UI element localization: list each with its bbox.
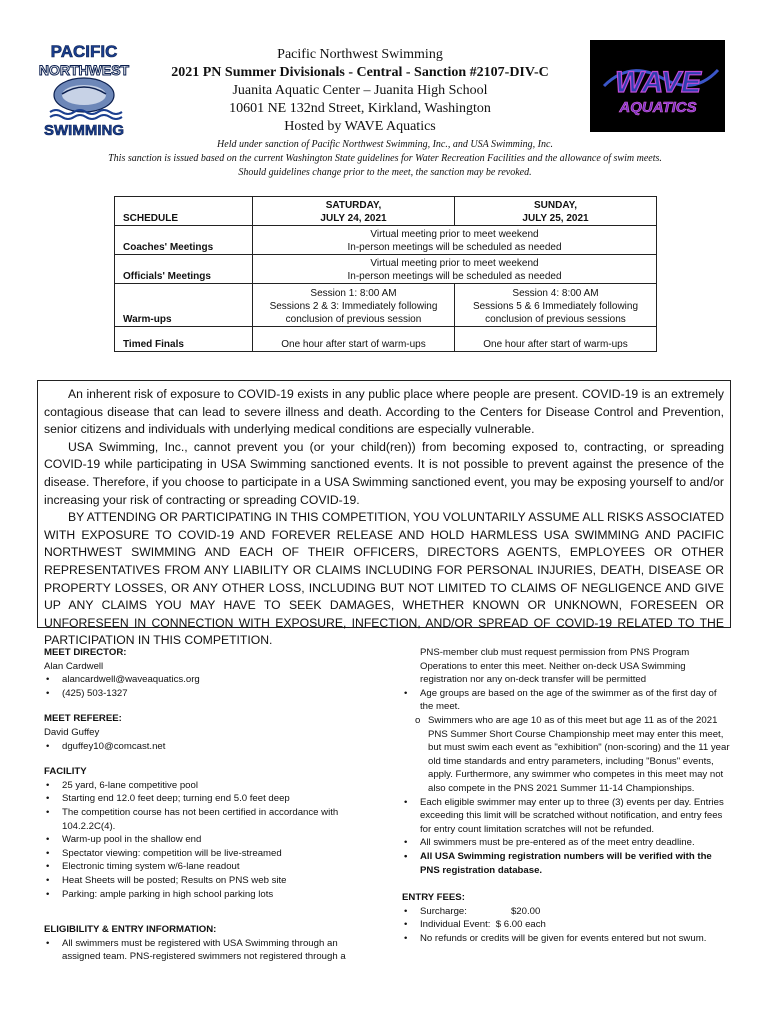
list-item: • Heat Sheets will be posted; Results on PNS web site <box>44 874 374 888</box>
day-header: SUNDAY, JULY 25, 2021 <box>455 197 657 226</box>
sub-list <box>402 714 732 796</box>
facility-list <box>44 779 374 901</box>
table-row <box>115 197 657 226</box>
row-label: Officials' Meetings <box>115 255 253 284</box>
covid-paragraph: An inherent risk of exposure to COVID-19 exists in any public place where people are present. COVID-19 is an extremely contagious disease that can lead to severe illness and death. According to the Centers for Disease Control and Prevention, senior citizens and individuals with underlying medical conditions are especially vulnerable. <box>44 387 724 437</box>
sanction-line: Should guidelines change prior to the meet, the sanction may be revoked. <box>238 167 532 178</box>
table-cell: Virtual meeting prior to meet weekend In-person meetings will be scheduled as needed <box>253 255 657 284</box>
entry-fees-list <box>402 905 732 946</box>
covid-paragraph: USA Swimming, Inc., cannot prevent you (or your child(ren)) from becoming exposed to, contracting, or spreading COVID-19 while participating in USA Swimming sanctioned events. It is not possible to prevent against the presence of the disease. Therefore, if you choose to participate in a USA Swimming sanctioned event, you may be exposing yourself to and/or increasing your risk of contracting or spreading COVID-19. <box>44 439 724 507</box>
list-item: • Electronic timing system w/6-lane readout <box>44 860 374 874</box>
day-header: SATURDAY, JULY 24, 2021 <box>253 197 455 226</box>
list-item: • All swimmers must be pre-entered as of the meet entry deadline. <box>402 836 732 850</box>
host: Hosted by WAVE Aquatics <box>284 119 436 134</box>
table-cell: Virtual meeting prior to meet weekend In-person meetings will be scheduled as needed <box>253 226 657 255</box>
table-cell: One hour after start of warm-ups <box>253 327 455 352</box>
covid-waiver-box <box>37 380 731 648</box>
director-contacts <box>44 673 374 700</box>
venue: Juanita Aquatic Center – Juanita High School <box>232 83 488 98</box>
list-item: • All USA Swimming registration numbers will be verified with the PNS registration database. <box>402 850 732 877</box>
list-item: • Individual Event: $ 6.00 each <box>402 918 732 932</box>
svg-text:AQUATICS: AQUATICS <box>619 99 697 116</box>
pns-logo <box>38 40 130 144</box>
row-label: Timed Finals <box>115 327 253 352</box>
svg-text:SWIMMING: SWIMMING <box>44 122 124 139</box>
table-cell: Session 4: 8:00 AM Sessions 5 & 6 Immediately following conclusion of previous sessions <box>455 284 657 327</box>
meet-title: 2021 PN Summer Divisionals - Central - Sanction #2107-DIV-C <box>171 65 549 80</box>
right-column <box>402 646 732 945</box>
wave-aquatics-logo <box>590 40 725 132</box>
list-item: • All swimmers must be registered with USA Swimming through an assigned team. PNS-registered swimmers not registered through a <box>44 937 374 964</box>
sanction-line: Held under sanction of Pacific Northwest Swimming, Inc., and USA Swimming, Inc. <box>217 139 553 150</box>
list-item: • Starting end 12.0 feet deep; turning end 5.0 feet deep <box>44 792 374 806</box>
sanction-line: This sanction is issued based on the current Washington State guidelines for Water Recreation Facilities and the allowance of swim meets. <box>108 153 662 164</box>
svg-text:NORTHWEST: NORTHWEST <box>38 62 130 78</box>
schedule-label: SCHEDULE <box>115 197 253 226</box>
list-item: • Each eligible swimmer may enter up to three (3) events per day. Entries exceeding this limit will be scratched without notification, and entry fees for entry count limitation scratches will not be refunded. <box>402 796 732 837</box>
list-item: • Spectator viewing: competition will be live-streamed <box>44 847 374 861</box>
schedule-table <box>114 196 656 352</box>
table-row <box>115 327 657 352</box>
svg-text:WAVE: WAVE <box>614 66 702 99</box>
list-item: • The competition course has not been certified in accordance with 104.2.2C(4). <box>44 806 374 833</box>
table-cell: One hour after start of warm-ups <box>455 327 657 352</box>
eligibility-list-continued <box>402 687 732 877</box>
referee-email[interactable]: • dguffey10@comcast.net <box>44 740 374 754</box>
table-row <box>115 226 657 255</box>
meet-referee-heading: MEET REFEREE: <box>44 713 122 725</box>
list-item: • Warm-up pool in the shallow end <box>44 833 374 847</box>
sanction-notice <box>30 138 740 180</box>
eligibility-heading: ELIGIBILITY & ENTRY INFORMATION: <box>44 924 217 936</box>
referee-contacts <box>44 740 374 754</box>
meet-header <box>140 46 580 136</box>
director-email[interactable]: • alancardwell@waveaquatics.org <box>44 673 374 687</box>
director-phone: • (425) 503-1327 <box>44 687 374 701</box>
eligibility-continued: PNS-member club must request permission from PNS Program Operations to enter this meet. Neither on-deck USA Swimming registration nor any on-deck transfer will be permitted <box>420 647 690 686</box>
director-name: Alan Cardwell <box>44 660 104 672</box>
svg-text:PACIFIC: PACIFIC <box>50 42 118 61</box>
address: 10601 NE 132nd Street, Kirkland, Washington <box>229 101 491 116</box>
row-label: Coaches' Meetings <box>115 226 253 255</box>
sub-list-item: o Swimmers who are age 10 as of this meet but age 11 as of the 2021 PNS Summer Short Course Championship meet may enter this meet, but must swim each event as "exhibition" (non-scoring) and the 11 year old time standards and entry parameters, including "Bonus" events, apply. Furthermore, any swimmer who competes in this meet may not also compete in the PNS 2021 Summer 11-14 Championships. <box>402 714 732 796</box>
row-label: Warm-ups <box>115 284 253 327</box>
table-row <box>115 284 657 327</box>
referee-name: David Guffey <box>44 726 100 738</box>
list-item: • No refunds or credits will be given for events entered but not swum. <box>402 932 732 946</box>
list-item: • Surcharge: $20.00 <box>402 905 732 919</box>
org-name: Pacific Northwest Swimming <box>277 47 443 62</box>
covid-paragraph: BY ATTENDING OR PARTICIPATING IN THIS COMPETITION, YOU VOLUNTARILY ASSUME ALL RISKS ASSOCIATED WITH EXPOSURE TO COVID-19 AND FOREVER RELEASE AND HOLD HARMLESS USA SWIMMING AND PACIFIC NORTHWEST SWIMMING AND EACH OF THEIR OFFICERS, DIRECTORS AGENTS, EMPLOYEES OR OTHER REPRESENTATIVES FROM ANY LIABILITY OR CLAIMS INCLUDING FOR PERSONAL INJURIES, DEATH, DISEASE OR PROPERTY LOSSES, OR ANY OTHER LOSS, INCLUDING BUT NOT LIMITED TO CLAIMS OF NEGLIGENCE AND GIVE UP ANY CLAIMS YOU MAY HAVE TO SEEK DAMAGES, WHETHER KNOWN OR UNKNOWN, FORESEEN OR UNFORESEEN IN CONNECTION WITH EXPOSURE, INFECTION, AND/OR SPREAD OF COVID-19 RELATED TO THE PARTICIPATION IN THIS COMPETITION. <box>44 510 724 648</box>
table-row <box>115 255 657 284</box>
list-item: • Age groups are based on the age of the swimmer as of the first day of the meet. o Swimmers who are age 10 as of this meet but age 11 as of the 2021 PNS Summer Short Course Championship meet may enter this meet, but must swim each event as "exhibition" (non-scoring) and the 11 year old time standards and entry parameters, including "Bonus" events, apply. Furthermore, any swimmer who competes in this meet may not also compete in the PNS 2021 Summer 11-14 Championships. <box>402 687 732 796</box>
entry-fees-heading: ENTRY FEES: <box>402 892 465 904</box>
list-item: • 25 yard, 6-lane competitive pool <box>44 779 374 793</box>
table-cell: Session 1: 8:00 AM Sessions 2 & 3: Immediately following conclusion of previous session <box>253 284 455 327</box>
facility-heading: FACILITY <box>44 766 87 778</box>
eligibility-list <box>44 937 374 964</box>
left-column <box>44 646 374 964</box>
list-item: • Parking: ample parking in high school parking lots <box>44 888 374 902</box>
meet-director-heading: MEET DIRECTOR: <box>44 647 127 658</box>
